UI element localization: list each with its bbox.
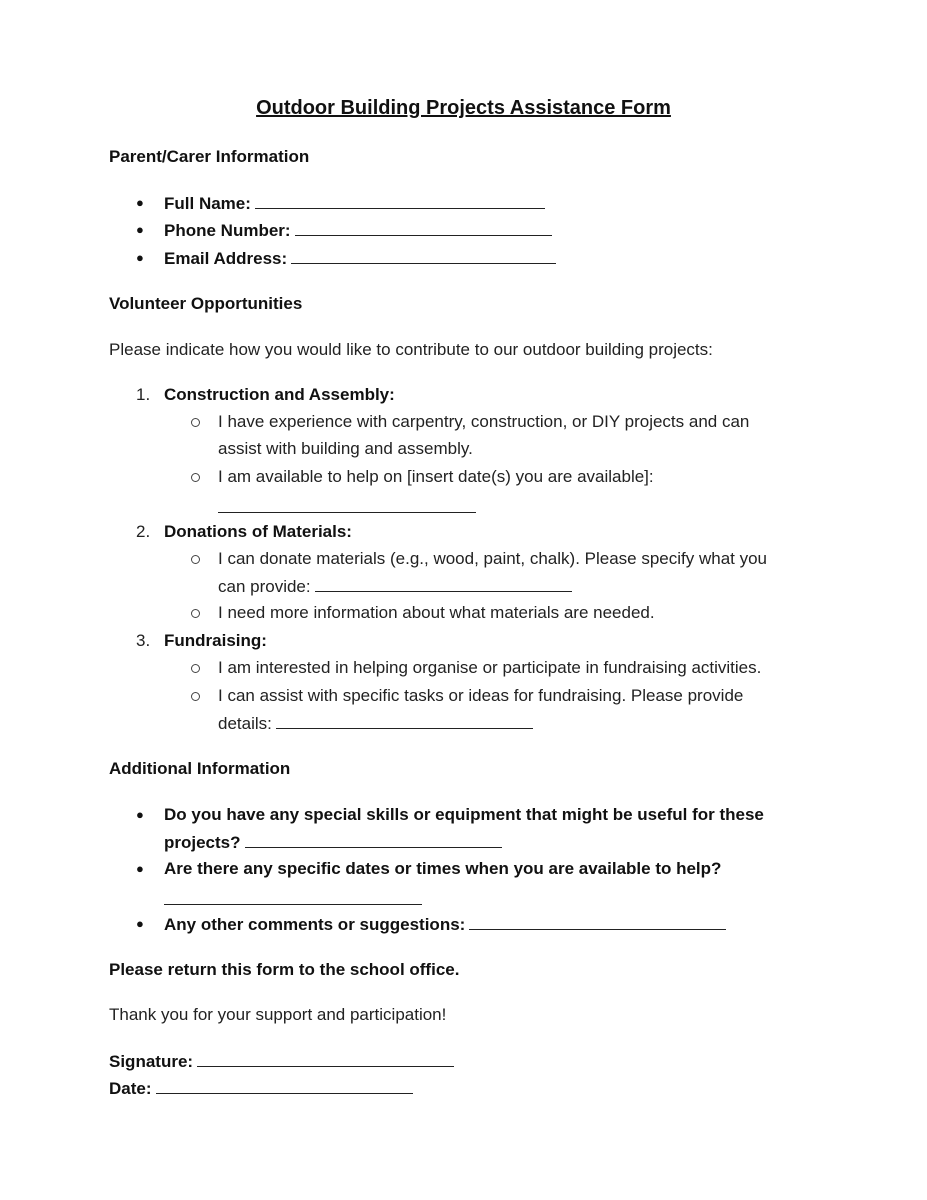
donate-field[interactable] xyxy=(315,575,572,592)
dates-question: Are there any specific dates or times when you are available to help? xyxy=(164,859,722,878)
circle-bullet-icon[interactable] xyxy=(191,555,200,564)
bullet-icon: ● xyxy=(136,222,144,237)
bullet-icon: ● xyxy=(136,250,144,265)
comments-question: Any other comments or suggestions: xyxy=(164,915,466,934)
circle-bullet-icon[interactable] xyxy=(191,692,200,701)
date-field[interactable] xyxy=(156,1077,413,1094)
signature-row xyxy=(109,1050,454,1073)
item-number: 3. xyxy=(136,631,151,650)
full-name-row xyxy=(164,192,545,215)
signature-label: Signature: xyxy=(109,1052,194,1071)
more-info-option: I need more information about what materials are needed. xyxy=(218,603,655,622)
thank-you-note: Thank you for your support and participation! xyxy=(109,1005,447,1024)
full-name-field[interactable] xyxy=(255,192,545,209)
fundraising-details-field[interactable] xyxy=(276,712,533,729)
circle-bullet-icon[interactable] xyxy=(191,418,200,427)
signature-field[interactable] xyxy=(197,1050,454,1067)
donate-option-line1: I can donate materials (e.g., wood, paint, chalk). Please specify what you xyxy=(218,549,768,568)
fundraising-label: Fundraising: xyxy=(164,631,267,650)
phone-field[interactable] xyxy=(295,219,552,236)
assist-option-line2: details: xyxy=(218,714,272,733)
assist-option-row xyxy=(218,712,533,735)
donate-option-row xyxy=(218,575,572,598)
availability-option: I am available to help on [insert date(s) you are available]: xyxy=(218,467,654,486)
bullet-icon: ● xyxy=(136,807,144,822)
bullet-icon: ● xyxy=(136,916,144,931)
bullet-icon: ● xyxy=(136,861,144,876)
donations-label: Donations of Materials: xyxy=(164,522,352,541)
volunteer-intro: Please indicate how you would like to contribute to our outdoor building projects: xyxy=(109,340,713,359)
organise-option: I am interested in helping organise or participate in fundraising activities. xyxy=(218,658,762,677)
full-name-label: Full Name: xyxy=(164,194,251,213)
construction-option-line1: I have experience with carpentry, construction, or DIY projects and can xyxy=(218,412,750,431)
additional-heading: Additional Information xyxy=(109,759,291,778)
item-number: 2. xyxy=(136,522,151,541)
skills-question-line2: projects? xyxy=(164,833,241,852)
phone-label: Phone Number: xyxy=(164,221,291,240)
circle-bullet-icon[interactable] xyxy=(191,473,200,482)
dates-field[interactable] xyxy=(164,904,422,905)
comments-field[interactable] xyxy=(469,913,726,930)
comments-row xyxy=(164,913,726,936)
return-note: Please return this form to the school office. xyxy=(109,960,460,979)
circle-bullet-icon[interactable] xyxy=(191,609,200,618)
parent-heading: Parent/Carer Information xyxy=(109,147,310,166)
bullet-icon: ● xyxy=(136,195,144,210)
email-label: Email Address: xyxy=(164,249,288,268)
item-number: 1. xyxy=(136,385,151,404)
circle-bullet-icon[interactable] xyxy=(191,664,200,673)
assist-option-line1: I can assist with specific tasks or ideas for fundraising. Please provide xyxy=(218,686,744,705)
page-title: Outdoor Building Projects Assistance Form xyxy=(256,97,671,119)
skills-question-row xyxy=(164,831,502,854)
skills-field[interactable] xyxy=(245,831,502,848)
date-label: Date: xyxy=(109,1079,152,1098)
volunteer-heading: Volunteer Opportunities xyxy=(109,294,303,313)
construction-label: Construction and Assembly: xyxy=(164,385,395,404)
availability-field[interactable] xyxy=(218,512,476,513)
email-field[interactable] xyxy=(291,247,556,264)
email-row xyxy=(164,247,556,270)
donate-option-line2: can provide: xyxy=(218,577,311,596)
date-row xyxy=(109,1077,413,1100)
construction-option-line2: assist with building and assembly. xyxy=(218,439,473,458)
skills-question-line1: Do you have any special skills or equipment that might be useful for these xyxy=(164,805,764,824)
phone-row xyxy=(164,219,552,242)
